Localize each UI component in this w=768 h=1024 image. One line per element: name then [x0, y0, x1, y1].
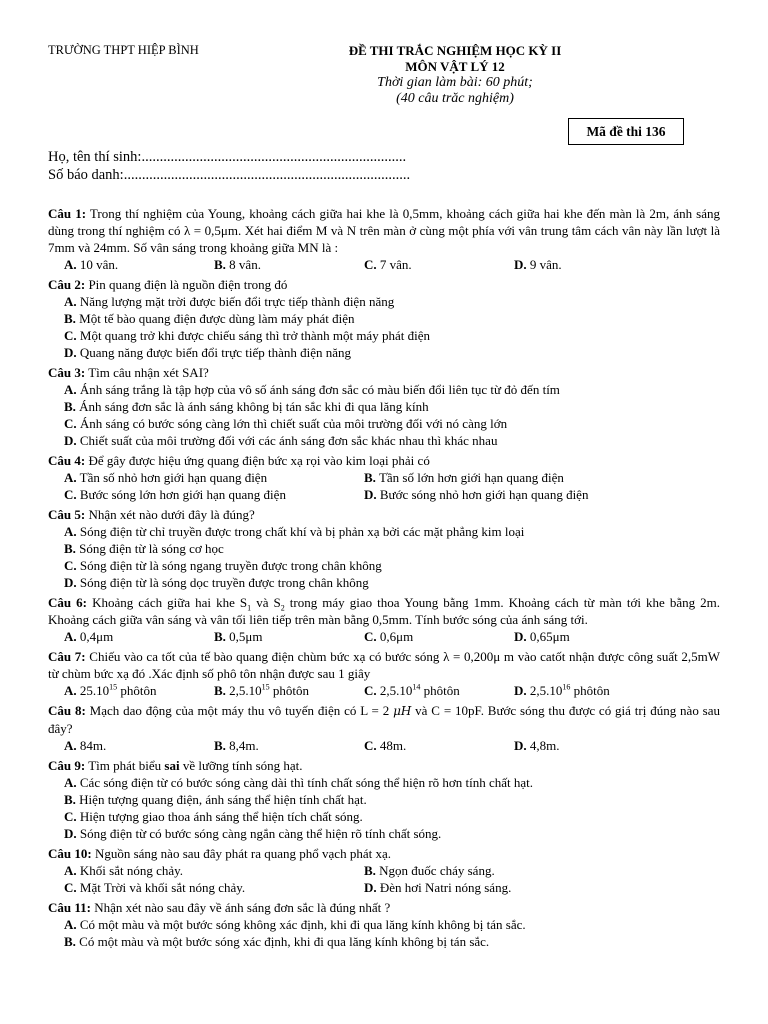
exam-code-box: Mã đề thi 136 [568, 118, 684, 145]
option-b: B. Có một màu và một bước sóng xác định, khi đi qua lăng kính không bị tán sắc. [64, 934, 490, 949]
option-c: C. 2,5.10$^{14}$ phôtôn [364, 682, 460, 698]
option-a: A. 25.10$^{15}$ phôtôn [64, 682, 157, 698]
option-a: A. Có một màu và một bước sóng không xác định, khi đi qua lăng kính không bị tán sắc. [64, 917, 526, 932]
option-c: C. 0,6μm [364, 629, 414, 644]
question-stem: Câu 8: Mạch dao động của một máy thu vô tuyến điện có L = 2 μH và C = 10pF. Bước sóng thu được có giá trị đúng nào sau đây? [48, 703, 721, 736]
option-a: A. Năng lượng mặt trời được biến đổi trực tiếp thành điện năng [64, 294, 395, 309]
options-row [48, 879, 720, 896]
question-6 [48, 594, 720, 645]
option-b: B. 8,4m. [214, 738, 259, 753]
option-c: C. Ánh sáng có bước sóng càng lớn thì chiết suất của môi trường đối với nó càng lớn [64, 416, 508, 431]
option-b: B. Hiện tượng quang điện, ánh sáng thể hiện tính chất hạt. [64, 792, 367, 807]
option-d: D. Sóng điện từ có bước sóng càng ngắn càng thể hiện rõ tính chất sóng. [64, 826, 442, 841]
time-limit: Thời gian làm bài: 60 phút; [377, 75, 533, 90]
name-field: Họ, tên thí sinh:......................................................................... [48, 149, 407, 165]
option-c: C. Hiện tượng giao thoa ánh sáng thể hiện tích chất sóng. [64, 809, 363, 824]
option-a: A. Ánh sáng trắng là tập hợp của vô số ánh sáng đơn sắc có màu biến đổi liên tục từ đỏ đến tím [64, 382, 560, 397]
option-b: B. 2,5.10$^{15}$ phôtôn [214, 682, 310, 698]
question-stem: Câu 10: Nguồn sáng nào sau đây phát ra quang phổ vạch phát xạ. [48, 846, 391, 861]
question-stem: Câu 11: Nhận xét nào sau đây về ánh sáng đơn sắc là đúng nhất ? [48, 900, 391, 915]
option-d: D. Quang năng được biến đổi trực tiếp thành điện năng [64, 345, 352, 360]
option-d: D. 4,8m. [514, 738, 560, 753]
option-d: D. 2,5.10$^{16}$ phôtôn [514, 682, 610, 698]
option-c: C. 7 vân. [364, 257, 412, 272]
subject-title: MÔN VẬT LÝ 12 [405, 59, 505, 74]
option-b: B. Một tế bào quang điện được dùng làm máy phát điện [64, 311, 355, 326]
options-row [48, 862, 720, 879]
candidate-fields [48, 148, 410, 184]
option-c: C. 48m. [364, 738, 407, 753]
options-row [48, 737, 720, 754]
option-a: A. 10 vân. [64, 257, 119, 272]
school-name: TRƯỜNG THPT HIỆP BÌNH [48, 43, 199, 57]
option-a: A. Tần số nhỏ hơn giới hạn quang điện [64, 470, 268, 485]
option-b: B. 0,5μm [214, 629, 263, 644]
exam-title: ĐỀ THI TRẮC NGHIỆM HỌC KỲ II [348, 43, 562, 58]
option-a: A. Sóng điện từ chỉ truyền được trong chất khí và bị phản xạ bởi các mặt phẳng kim loại [64, 524, 525, 539]
question-stem: Câu 6: Khoảng cách giữa hai khe $S_1$ và $S_2$ trong máy giao thoa Young bằng 1mm. Khoảng cách từ màn tới khe bằng 2m. Khoảng cách giữa vân sáng và vân tối liên tiếp trên màn bằng 0,5mm. Tính bước sóng của ánh sáng tới. [48, 595, 721, 627]
option-a: A. 84m. [64, 738, 107, 753]
question-1 [48, 205, 720, 273]
exam-heading [330, 43, 580, 107]
option-b: B. 8 vân. [214, 257, 261, 272]
option-d: D. Đèn hơi Natri nóng sáng. [364, 880, 512, 895]
option-c: C. Sóng điện từ là sóng ngang truyền được trong chân không [64, 558, 382, 573]
question-stem: Câu 9: Tìm phát biểu sai về lưỡng tính sóng hạt. [48, 758, 303, 773]
option-d: D. 9 vân. [514, 257, 562, 272]
options-row [48, 486, 720, 503]
question-stem: Câu 1: Trong thí nghiệm của Young, khoảng cách giữa hai khe là 0,5mm, khoảng cách giữa hai khe đến màn là 2m, ánh sáng dùng trong thí nghiệm có λ = 0,5μm. Xét hai điểm M và N trên màn ở cùng một phía với vân trung tâm cách vân này lần lượt là 7mm và 24mm. Số vân sáng trong khoảng giữa MN là : [48, 206, 720, 255]
question-4 [48, 452, 720, 503]
question-stem: Câu 2: Pin quang điện là nguồn điện trong đó [48, 277, 288, 292]
options-row [48, 628, 720, 645]
questions [48, 205, 720, 953]
question-10 [48, 845, 720, 896]
question-7 [48, 648, 720, 699]
option-c: C. Bước sóng lớn hơn giới hạn quang điện [64, 487, 286, 502]
options-row [48, 469, 720, 486]
option-c: C. Một quang trở khi được chiếu sáng thì trở thành một máy phát điện [64, 328, 430, 343]
question-5 [48, 506, 720, 591]
question-stem: Câu 7: Chiếu vào ca tốt của tế bào quang điện chùm bức xạ có bước sóng λ = 0,200μ m vào catốt nhận được công suất 2,5mW từ chùm bức xạ đó .Xác định số phô tôn nhận được sau 1 giây [48, 649, 720, 681]
question-stem: Câu 5: Nhận xét nào dưới đây là đúng? [48, 507, 255, 522]
option-b: B. Tần số lớn hơn giới hạn quang điện [364, 470, 564, 485]
option-b: B. Ánh sáng đơn sắc là ánh sáng không bị tán sắc khi đi qua lăng kính [64, 399, 429, 414]
options-row [48, 256, 720, 273]
question-2 [48, 276, 720, 361]
question-3 [48, 364, 720, 449]
question-stem: Câu 4: Để gây được hiệu ứng quang điện bức xạ rọi vào kim loại phải có [48, 453, 430, 468]
id-field: Số báo danh:............................................................................... [48, 167, 411, 183]
option-a: A. 0,4μm [64, 629, 114, 644]
option-a: A. Khối sắt nóng chảy. [64, 863, 184, 878]
question-8 [48, 702, 720, 754]
option-b: B. Ngọn đuốc cháy sáng. [364, 863, 495, 878]
option-c: C. Mặt Trời và khối sắt nóng chảy. [64, 880, 246, 895]
question-count: (40 câu trăc nghiệm) [396, 91, 514, 106]
question-11 [48, 899, 720, 950]
option-a: A. Các sóng điện từ có bước sóng càng dài thì tính chất sóng thể hiện rõ hơn tính chất hạt. [64, 775, 534, 790]
option-d: D. Sóng điện từ là sóng dọc truyền được trong chân không [64, 575, 369, 590]
option-d: D. Chiết suất của môi trường đối với các ánh sáng đơn sắc khác nhau thì khác nhau [64, 433, 498, 448]
options-row [48, 682, 720, 699]
option-d: D. 0,65μm [514, 629, 570, 644]
question-stem: Câu 3: Tìm câu nhận xét SAI? [48, 365, 209, 380]
option-b: B. Sóng điện từ là sóng cơ học [64, 541, 224, 556]
question-9 [48, 757, 720, 842]
option-d: D. Bước sóng nhỏ hơn giới hạn quang điện [364, 487, 589, 502]
